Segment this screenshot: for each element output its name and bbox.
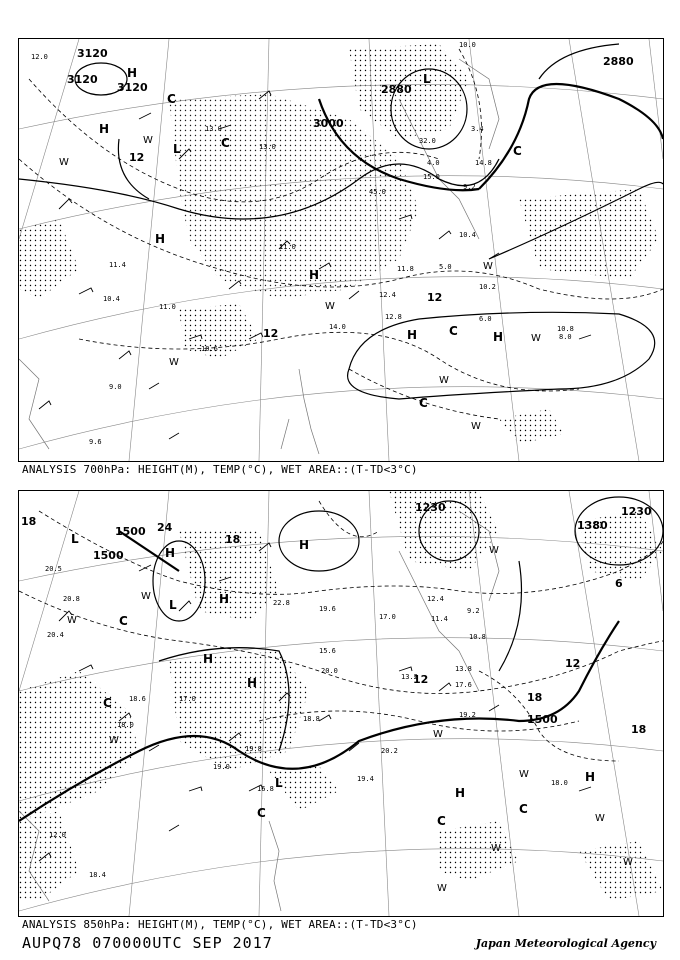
pressure-center: L <box>173 142 181 156</box>
pressure-center: H <box>127 66 138 80</box>
contour-label: 12 <box>427 291 443 304</box>
station-value: 15.0 <box>423 173 440 181</box>
contour-label: 18 <box>225 533 241 546</box>
warm-mark: W <box>595 813 605 824</box>
station-value: 13.0 <box>259 143 276 151</box>
contour-label: 3000 <box>313 117 344 130</box>
pressure-center: C <box>119 614 128 628</box>
contour-label: 2880 <box>381 83 412 96</box>
contour-label: 12 <box>263 327 279 340</box>
map-panel-700hpa <box>18 38 664 462</box>
station-value: 20.5 <box>45 565 62 573</box>
pressure-center: L <box>71 532 79 546</box>
contour-label: 1500 <box>93 549 124 562</box>
station-value: 18.6 <box>129 695 146 703</box>
pressure-center: H <box>585 770 596 784</box>
station-value: 14.0 <box>329 323 346 331</box>
wind-barbs <box>39 543 591 861</box>
station-value: 19.0 <box>213 763 230 771</box>
station-value: 12.0 <box>31 53 48 61</box>
contour-label: 12 <box>565 657 581 670</box>
station-value: 19.8 <box>245 745 262 753</box>
warm-mark: W <box>325 301 335 312</box>
warm-mark: W <box>489 545 499 556</box>
pressure-center: L <box>169 598 177 612</box>
station-value: 12.0 <box>49 831 66 839</box>
station-value: 19.6 <box>319 605 336 613</box>
station-value: 19.2 <box>459 711 476 719</box>
contour-label: 3120 <box>67 73 98 86</box>
station-value: 20.2 <box>381 747 398 755</box>
station-value: 19.4 <box>357 775 374 783</box>
map-700hpa <box>19 39 663 461</box>
station-value: 9.2 <box>463 183 476 191</box>
station-value: 10.8 <box>469 633 486 641</box>
contour-label: 1230 <box>621 505 652 518</box>
station-value: 10.4 <box>459 231 476 239</box>
station-value: 13.0 <box>205 125 222 133</box>
warm-mark: W <box>67 615 77 626</box>
station-value: 10.8 <box>557 325 574 333</box>
station-value: 10.6 <box>201 345 218 353</box>
warm-mark: W <box>59 157 69 168</box>
contour-label: 1500 <box>115 525 146 538</box>
contour-label: 18 <box>631 723 647 736</box>
contour-label: 24 <box>157 521 173 534</box>
station-value: 32.0 <box>419 137 436 145</box>
warm-mark: W <box>437 883 447 894</box>
warm-mark: W <box>141 591 151 602</box>
pressure-center: C <box>167 92 176 106</box>
contour-label: 1500 <box>527 713 558 726</box>
pressure-center: H <box>493 330 504 344</box>
station-value: 9.6 <box>89 438 102 446</box>
station-value: 17.0 <box>179 695 196 703</box>
station-value: 10.0 <box>459 41 476 49</box>
station-value: 12.4 <box>427 595 444 603</box>
contour-label: 18 <box>527 691 543 704</box>
pressure-center: H <box>203 652 214 666</box>
pressure-center: H <box>165 546 176 560</box>
pressure-center: C <box>257 806 266 820</box>
station-value: 5.0 <box>439 263 452 271</box>
contour-label: 3120 <box>77 47 108 60</box>
station-value: 8.0 <box>559 333 572 341</box>
warm-mark: W <box>439 375 449 386</box>
pressure-center: C <box>419 396 428 410</box>
station-value: 45.0 <box>369 188 386 196</box>
warm-mark: W <box>519 769 529 780</box>
station-value: 9.2 <box>467 607 480 615</box>
station-value: 20.8 <box>63 595 80 603</box>
station-value: 11.0 <box>159 303 176 311</box>
pressure-center: L <box>423 72 431 86</box>
contour-label: 12 <box>129 151 145 164</box>
caption-850hpa: ANALYSIS 850hPa: HEIGHT(M), TEMP(°C), WET AREA::(T-TD<3°C) <box>22 918 418 931</box>
contour-label: 6 <box>615 577 623 590</box>
station-value: 17.0 <box>379 613 396 621</box>
pressure-center: H <box>247 676 258 690</box>
pressure-center: C <box>221 136 230 150</box>
contour-label: 1230 <box>415 501 446 514</box>
pressure-center: H <box>309 268 320 282</box>
station-value: 20.4 <box>47 631 64 639</box>
contour-label: 2880 <box>603 55 634 68</box>
station-value: 13.2 <box>401 673 418 681</box>
contour-label: 12 <box>413 673 429 686</box>
station-value: 10.4 <box>103 295 120 303</box>
station-value: 18.0 <box>117 721 134 729</box>
contour-label: 3120 <box>117 81 148 94</box>
map-850hpa <box>19 491 663 916</box>
pressure-center: H <box>155 232 166 246</box>
station-value: 9.0 <box>109 383 122 391</box>
pressure-center: H <box>299 538 310 552</box>
station-value: 11.4 <box>109 261 126 269</box>
station-value: 15.6 <box>319 647 336 655</box>
pressure-center: H <box>455 786 466 800</box>
contour-label: 18 <box>21 515 37 528</box>
pressure-center: H <box>407 328 418 342</box>
warm-mark: W <box>433 729 443 740</box>
agency-credit: Japan Meteorological Agency <box>475 937 656 950</box>
station-value: 11.8 <box>397 265 414 273</box>
pressure-center: H <box>99 122 110 136</box>
contour-label: 1380 <box>577 519 608 532</box>
station-value: 14.8 <box>475 159 492 167</box>
pressure-center: L <box>275 776 283 790</box>
station-value: 6.0 <box>479 315 492 323</box>
station-value: 10.2 <box>479 283 496 291</box>
pressure-center: C <box>513 144 522 158</box>
caption-700hpa: ANALYSIS 700hPa: HEIGHT(M), TEMP(°C), WET AREA::(T-TD<3°C) <box>22 463 418 476</box>
station-value: 16.8 <box>257 785 274 793</box>
warm-mark: W <box>623 857 633 868</box>
station-value: 11.4 <box>431 615 448 623</box>
warm-mark: W <box>471 421 481 432</box>
station-value: 22.8 <box>273 599 290 607</box>
station-value: 18.4 <box>89 871 106 879</box>
pressure-center: C <box>519 802 528 816</box>
warm-mark: W <box>143 135 153 146</box>
station-value: 3.4 <box>471 125 484 133</box>
station-value: 17.6 <box>455 681 472 689</box>
warm-mark: W <box>531 333 541 344</box>
pressure-center: C <box>449 324 458 338</box>
station-value: 20.0 <box>321 667 338 675</box>
station-value: 12.8 <box>385 313 402 321</box>
station-value: 18.0 <box>551 779 568 787</box>
station-value: 18.8 <box>303 715 320 723</box>
station-value: 4.0 <box>427 159 440 167</box>
map-panel-850hpa <box>18 490 664 917</box>
warm-mark: W <box>491 843 501 854</box>
warm-mark: W <box>483 261 493 272</box>
product-code: AUPQ78 070000UTC SEP 2017 <box>22 934 273 952</box>
pressure-center: C <box>437 814 446 828</box>
warm-mark: W <box>169 357 179 368</box>
station-value: 11.0 <box>279 243 296 251</box>
warm-mark: W <box>109 735 119 746</box>
station-value: 12.4 <box>379 291 396 299</box>
station-value: 13.8 <box>455 665 472 673</box>
pressure-center: C <box>103 696 112 710</box>
pressure-center: H <box>219 592 230 606</box>
